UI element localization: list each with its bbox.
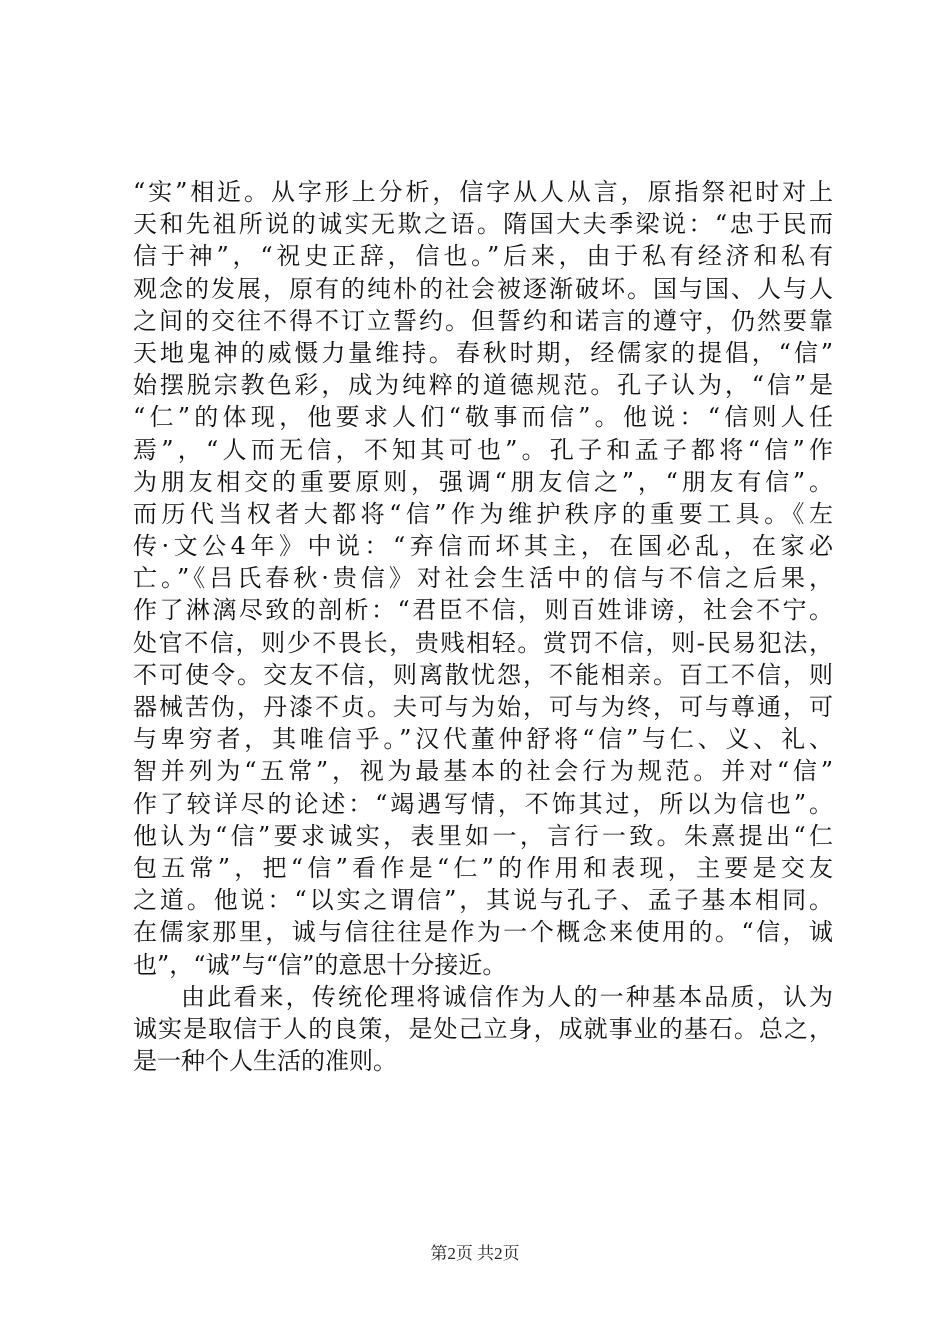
- text-line: 是一种个人生活的准则。: [133, 1047, 397, 1076]
- text-line: 观念的发展，原有的纯朴的社会被逐渐破坏。国与国、人与人: [133, 274, 833, 303]
- text-line: 为朋友相交的重要原则，强调“朋友信之”，“朋友有信”。: [133, 467, 833, 496]
- text-line: 亡。”《吕氏春秋·贵信》对社会生活中的信与不信之后果，: [133, 564, 833, 593]
- text-line: 包五常”，把“信”看作是“仁”的作用和表现，主要是交友: [133, 853, 833, 882]
- text-line: 天地鬼神的威慑力量维持。春秋时期，经儒家的提倡，“信”: [133, 338, 833, 367]
- text-line: 之间的交往不得不订立誓约。但誓约和诺言的遵守，仍然要靠: [133, 306, 833, 335]
- text-line: 始摆脱宗教色彩，成为纯粹的道德规范。孔子认为，“信”是: [133, 371, 833, 400]
- text-line: 他认为“信”要求诚实，表里如一，言行一致。朱熹提出“仁: [133, 821, 833, 850]
- text-line: 在儒家那里，诚与信往往是作为一个概念来使用的。“信，诚: [133, 918, 833, 947]
- text-line: 也”，“诚”与“信”的意思十分接近。: [133, 950, 507, 979]
- text-line: “实”相近。从字形上分析，信字从人从言，原指祭祀时对上: [133, 178, 833, 206]
- text-line: 而历代当权者大都将“信”作为维护秩序的重要工具。《左: [133, 499, 833, 528]
- text-line: 作了较详尽的论述：“竭遇写情，不饰其过，所以为信也”。: [133, 789, 833, 818]
- text-line: 智并列为“五常”，视为最基本的社会行为规范。并对“信”: [133, 757, 833, 786]
- body-text: [133, 176, 833, 1077]
- text-line: 天和先祖所说的诚实无欺之语。隋国大夫季梁说：“忠于民而: [133, 210, 833, 239]
- paragraph-first-line: 由此看来，传统伦理将诚信作为人的一种基本品质，认为: [181, 982, 833, 1011]
- text-line: 处官不信，则少不畏长，贵贱相轻。赏罚不信，则-民易犯法，: [133, 628, 833, 657]
- text-line: 作了淋漓尽致的剖析：“君臣不信，则百姓诽谤，社会不宁。: [133, 596, 833, 625]
- text-line: 诚实是取信于人的良策，是处己立身，成就事业的基石。总之，: [133, 1014, 833, 1043]
- text-line: 器械苦伪，丹漆不贞。夫可与为始，可与为终，可与尊通，可: [133, 693, 833, 721]
- text-line: 焉”，“人而无信，不知其可也”。孔子和孟子都将“信”作: [133, 435, 833, 464]
- page-footer: 第2页 共2页: [430, 1244, 520, 1263]
- text-line: 之道。他说：“以实之谓信”，其说与孔子、孟子基本相同。: [133, 886, 833, 915]
- text-line: 信于神”，“祝史正辞，信也。”后来，由于私有经济和私有: [133, 242, 833, 271]
- text-line: 不可使令。交友不信，则离散忧怨，不能相亲。百工不信，则: [133, 660, 833, 689]
- text-line: 与卑穷者，其唯信乎。”汉代董仲舒将“信”与仁、义、礼、: [133, 725, 833, 754]
- text-line: “仁”的体现，他要求人们“敬事而信”。他说：“信则人任: [133, 403, 833, 432]
- text-line: 传·文公4年》中说：“弃信而坏其主，在国必乱，在家必: [133, 532, 833, 561]
